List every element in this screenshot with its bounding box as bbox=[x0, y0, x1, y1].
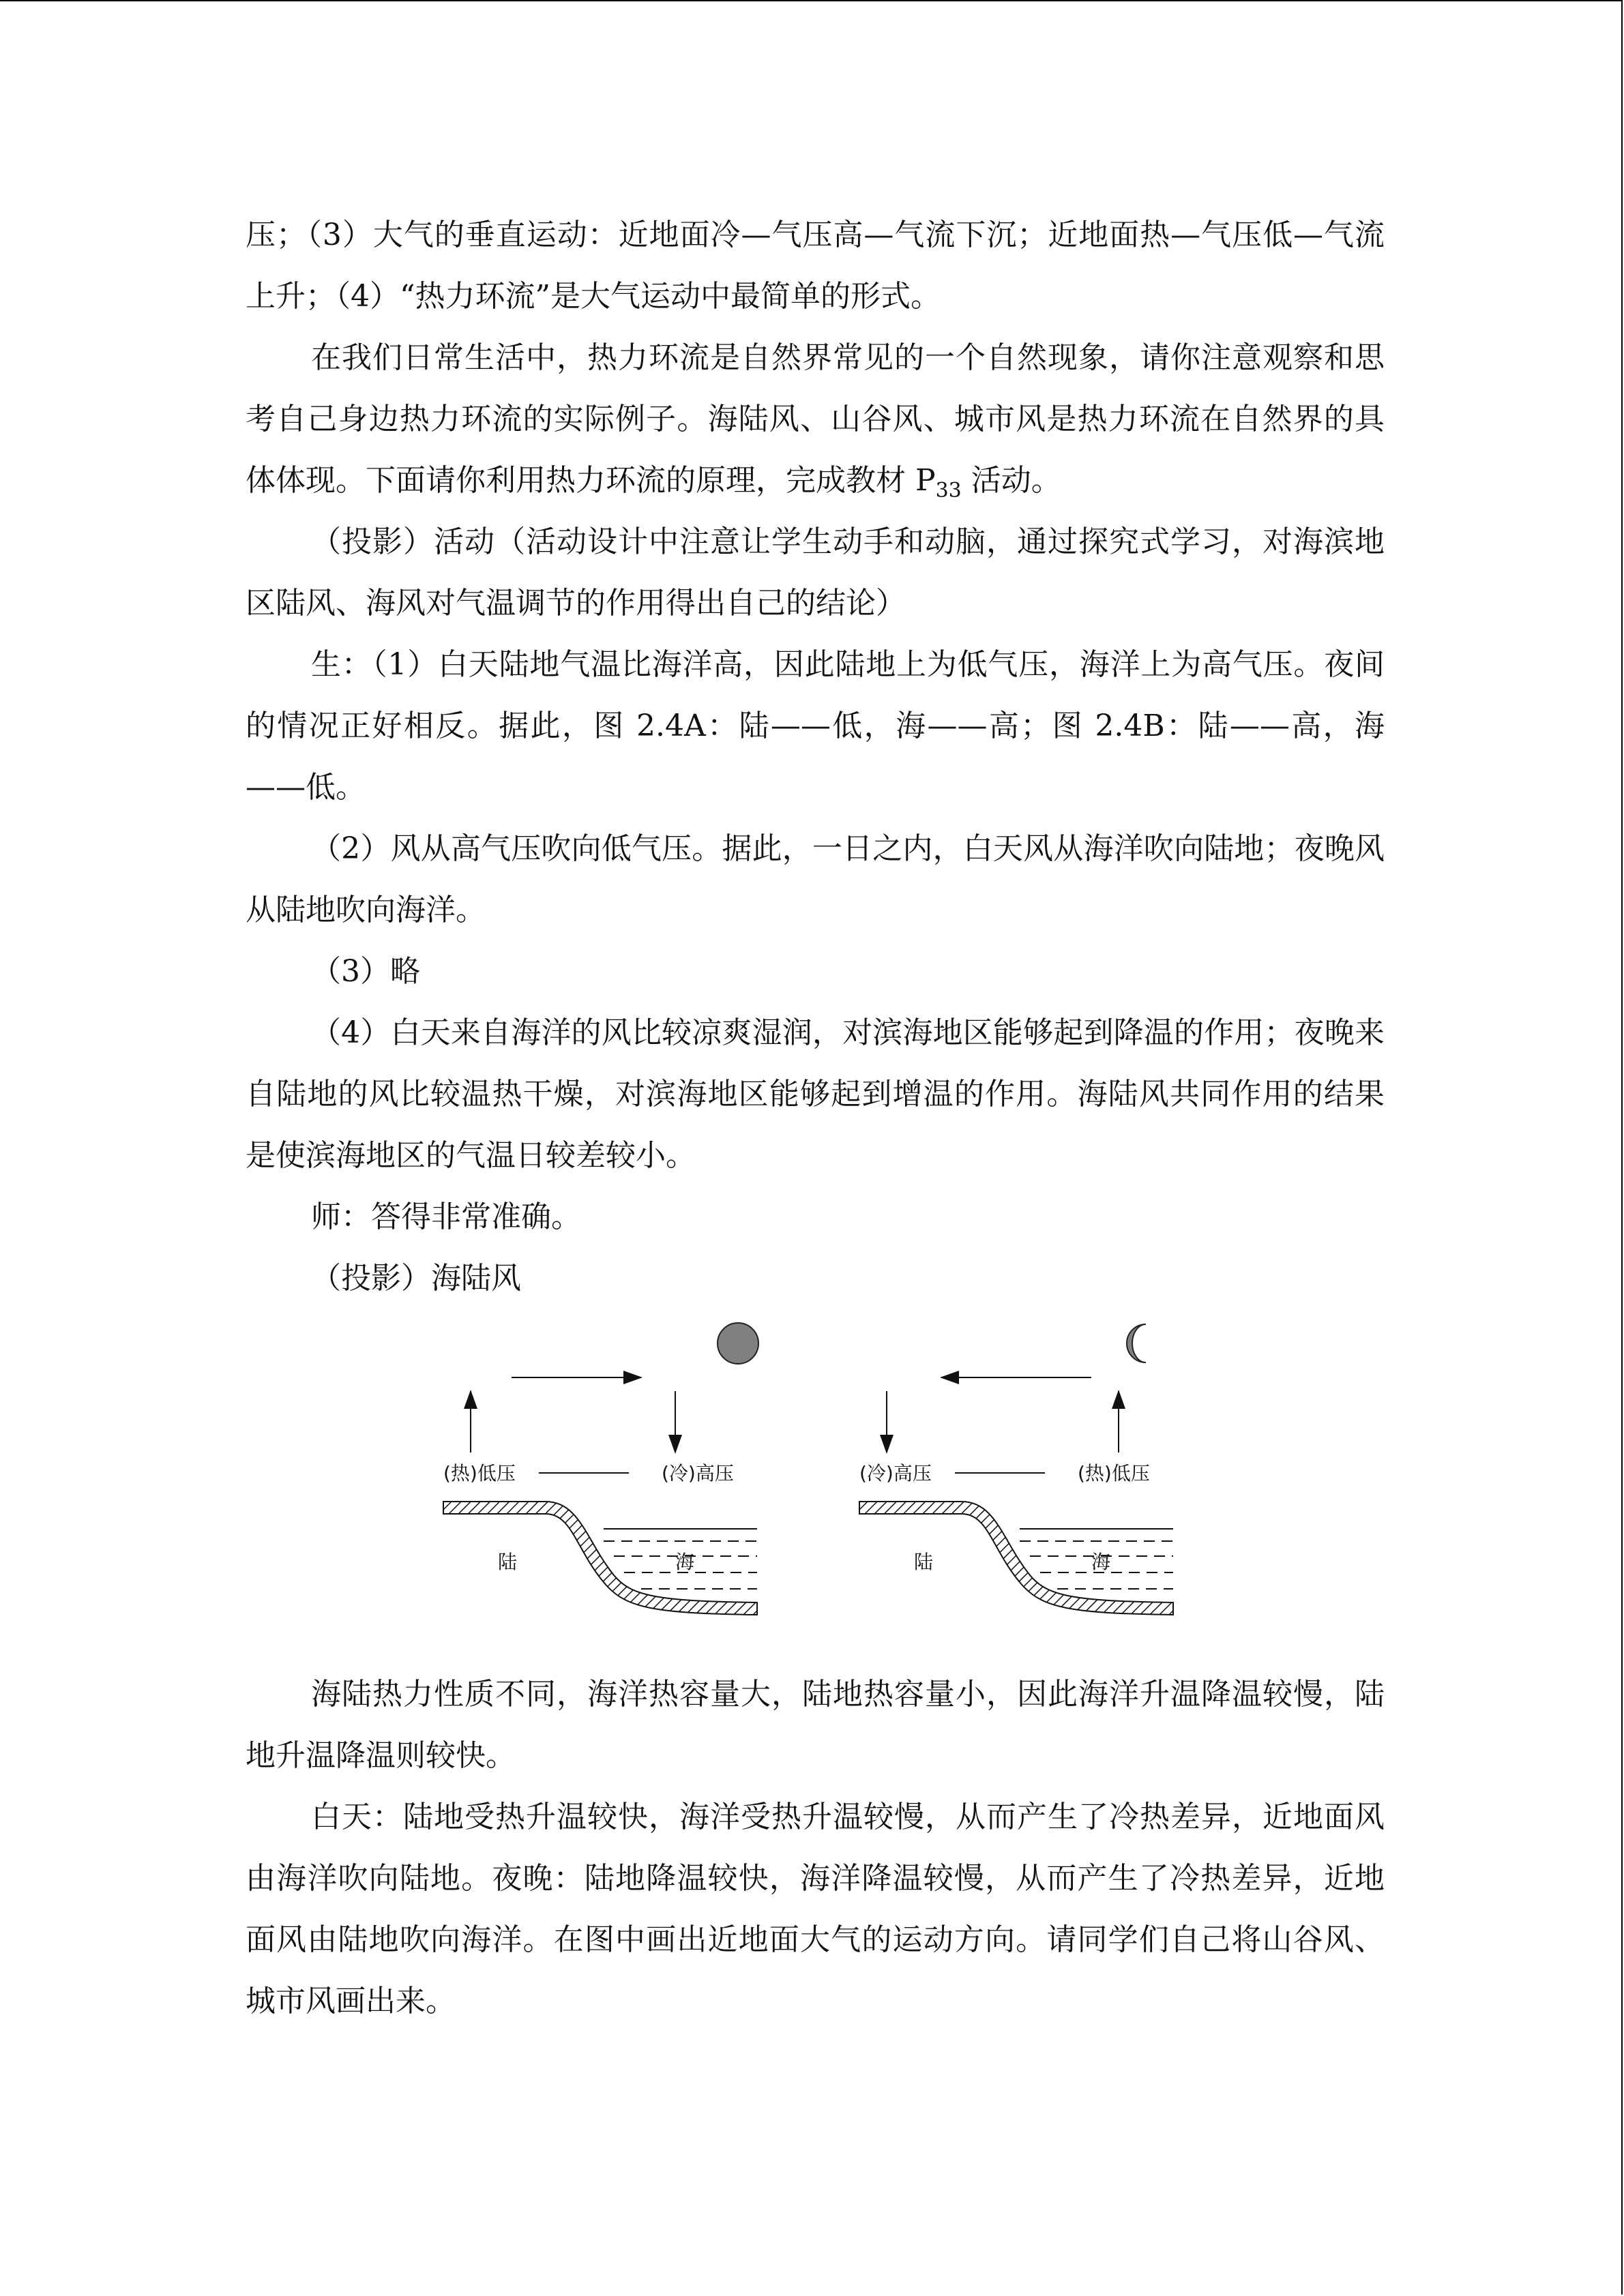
paragraph-9: （投影）海陆风 bbox=[311, 1261, 521, 1296]
left-pressure-label: (热)低压 bbox=[443, 1462, 516, 1485]
land-label: 陆 bbox=[914, 1551, 934, 1573]
document-body bbox=[246, 205, 1385, 2032]
page-subscript: 33 bbox=[935, 478, 962, 503]
paragraph-7: （4）白天来自海洋的风比较凉爽湿润，对滨海地区能够起到降温的作用；夜晚来自陆地的风比较温热干燥，对滨海地区能够起到增温的作用。海陆风共同作用的结果是使滨海地区的气温日较差较小。 bbox=[246, 1015, 1385, 1173]
sun-icon bbox=[718, 1323, 758, 1364]
left-pressure-label: (冷)高压 bbox=[859, 1462, 932, 1485]
paragraph-3: （投影）活动（活动设计中注意让学生动手和动脑，通过探究式学习，对海滨地区陆风、海风对气温调节的作用得出自己的结论） bbox=[246, 524, 1385, 621]
paragraph-5: （2）风从高气压吹向低气压。据此，一日之内，白天风从海洋吹向陆地；夜晚风从陆地吹向海洋。 bbox=[246, 831, 1385, 927]
paragraph-10: 海陆热力性质不同，海洋热容量大，陆地热容量小，因此海洋升温降温较慢，陆地升温降温则较快。 bbox=[246, 1677, 1385, 1773]
paragraph-2 bbox=[246, 327, 1385, 511]
paragraph-2-tail: 活动。 bbox=[971, 463, 1061, 498]
paragraph-1: 压；（3）大气的垂直运动：近地面冷—气压高—气流下沉；近地面热—气压低—气流上升；（4）“热力环流”是大气运动中最简单的形式。 bbox=[246, 218, 1385, 314]
paragraph-6: （3）略 bbox=[311, 954, 420, 989]
paragraph-2-text: 在我们日常生活中，热力环流是自然界常见的一个自然现象，请你注意观察和思考自己身边热力环流的实际例子。海陆风、山谷风、城市风是热力环流在自然界的具体体现。下面请你利用热力环流的原理，完成教材 P bbox=[246, 340, 1385, 498]
diagram-day-svg bbox=[443, 1316, 757, 1657]
sea-land-breeze-diagrams bbox=[246, 1316, 1385, 1657]
diagram-night bbox=[859, 1316, 1173, 1657]
sea-label: 海 bbox=[675, 1551, 695, 1573]
diagram-day bbox=[443, 1316, 757, 1657]
paragraph-8: 师：答得非常准确。 bbox=[311, 1199, 581, 1234]
sea-label: 海 bbox=[1091, 1551, 1111, 1573]
moon-icon bbox=[1127, 1324, 1146, 1362]
right-pressure-label: (热)低压 bbox=[1078, 1462, 1150, 1485]
land-surface bbox=[859, 1502, 1173, 1615]
right-pressure-label: (冷)高压 bbox=[662, 1462, 734, 1485]
paragraph-4: 生：（1）白天陆地气温比海洋高，因此陆地上为低气压，海洋上为高气压。夜间的情况正好相反。据此，图 2.4A：陆——低，海——高；图 2.4B：陆——高，海——低。 bbox=[246, 647, 1385, 805]
land-surface bbox=[443, 1502, 757, 1615]
paragraph-11: 白天：陆地受热升温较快，海洋受热升温较慢，从而产生了冷热差异，近地面风由海洋吹向陆地。夜晚：陆地降温较快，海洋降温较慢，从而产生了冷热差异，近地面风由陆地吹向海洋。在图中画出近地面大气的运动方向。请同学们自己将山谷风、城市风画出来。 bbox=[246, 1800, 1385, 2018]
land-label: 陆 bbox=[498, 1551, 518, 1573]
diagram-night-svg bbox=[859, 1316, 1173, 1657]
